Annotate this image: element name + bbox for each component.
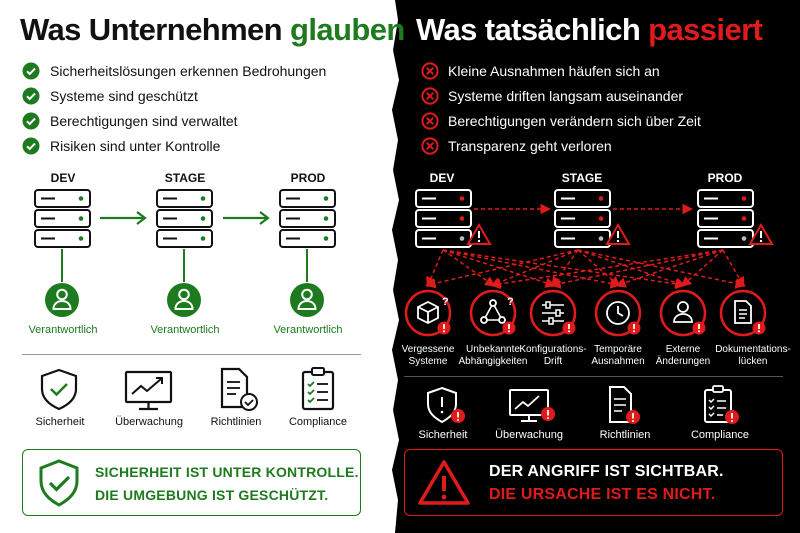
- shield-check-icon: [42, 370, 76, 409]
- left-bullet-1: Sicherheitslösungen erkennen Bedrohungen: [50, 63, 327, 79]
- risk-label-6-line-1: Dokumentations-: [715, 344, 791, 355]
- left-banner-line-2: DIE UMGEBUNG IST GESCHÜTZT.: [95, 487, 329, 503]
- document-icon: [721, 291, 766, 335]
- x-circle-icon: [421, 62, 439, 80]
- risk-label-6: [713, 344, 793, 368]
- right-bullet-1: Kleine Ausnahmen häufen sich an: [448, 63, 660, 79]
- right-bullet-4: Transparenz geht verloren: [448, 138, 612, 154]
- box-question-icon: [406, 291, 451, 335]
- server-prod-icon: [280, 190, 335, 247]
- left-category-compliance: Compliance: [288, 416, 348, 428]
- risk-label-6-line-2: lücken: [738, 356, 768, 367]
- owner-label-dev: Verantwortlich: [28, 324, 98, 336]
- network-question-icon: [471, 291, 516, 335]
- server-prod-icon: [698, 190, 772, 247]
- right-category-policies: Richtlinien: [599, 429, 651, 441]
- left-category-icons: [0, 364, 395, 414]
- risk-label-4-line-1: Temporäre: [594, 344, 642, 355]
- risk-label-1-line-2: Systeme: [408, 356, 448, 367]
- monitor-chart-icon: [510, 390, 555, 421]
- left-env-dev-label: DEV: [50, 171, 76, 185]
- right-env-stage-label: STAGE: [561, 171, 603, 185]
- left-banner: [22, 449, 361, 516]
- left-divider: [22, 354, 361, 355]
- right-banner: [404, 449, 783, 516]
- right-category-icons: [398, 383, 800, 427]
- server-stage-icon: [157, 190, 212, 247]
- risk-label-5-line-1: Externe: [665, 344, 701, 355]
- clock-icon: [596, 291, 641, 335]
- x-circle-icon: [421, 137, 439, 155]
- risk-icons: [406, 291, 766, 335]
- owner-label-prod: Verantwortlich: [273, 324, 343, 336]
- left-banner-line-1: SICHERHEIT IST UNTER KONTROLLE.: [95, 464, 359, 480]
- check-circle-icon: [22, 137, 40, 155]
- check-circle-icon: [22, 62, 40, 80]
- document-check-icon: [222, 369, 257, 410]
- check-circle-icon: [22, 87, 40, 105]
- risk-label-3-line-2: Drift: [543, 356, 563, 367]
- left-bullet-3: Berechtigungen sind verwaltet: [50, 113, 238, 129]
- x-circle-icon: [421, 87, 439, 105]
- risk-label-2-line-2: Abhängigkeiten: [458, 356, 528, 367]
- left-category-policies: Richtlinien: [210, 416, 262, 428]
- left-title-main: Was Unternehmen: [20, 12, 283, 47]
- clipboard-checklist-icon: [303, 368, 333, 409]
- owner-person-icons: [45, 283, 324, 317]
- right-bullet-2: Systeme driften langsam auseinander: [448, 88, 684, 104]
- risk-label-3-line-1: Konfigurations-: [519, 344, 587, 355]
- person-icon: [661, 291, 706, 335]
- risk-label-1-line-1: Vergessene: [401, 344, 455, 355]
- right-category-security: Sicherheit: [418, 429, 468, 441]
- right-env-prod-label: PROD: [707, 171, 743, 185]
- left-env-prod-label: PROD: [290, 171, 326, 185]
- right-env-dev-label: DEV: [429, 171, 455, 185]
- right-banner-line-1: DER ANGRIFF IST SICHTBAR.: [489, 463, 724, 480]
- shield-warning-icon: [428, 388, 465, 423]
- x-circle-icon: [421, 112, 439, 130]
- left-env-stage-label: STAGE: [164, 171, 206, 185]
- left-category-monitoring: Überwachung: [115, 416, 183, 428]
- left-title-accent: glauben: [290, 12, 405, 47]
- monitor-chart-icon: [126, 372, 171, 409]
- shield-check-icon: [37, 459, 81, 507]
- warning-triangle-icon: [417, 458, 471, 508]
- left-environment-diagram: [0, 185, 395, 320]
- risk-label-5-line-2: Änderungen: [655, 356, 711, 367]
- server-dev-icon: [416, 190, 490, 247]
- right-banner-line-2: DIE URSACHE IST ES NICHT.: [489, 486, 716, 503]
- left-title: [20, 13, 405, 47]
- owner-label-stage: Verantwortlich: [150, 324, 220, 336]
- server-stage-icon: [555, 190, 629, 247]
- left-bullet-2: Systeme sind geschützt: [50, 88, 198, 104]
- right-category-monitoring: Überwachung: [495, 429, 563, 441]
- right-title-main: Was tatsächlich: [416, 12, 641, 47]
- sliders-icon: [531, 291, 576, 335]
- server-dev-icon: [35, 190, 90, 247]
- left-category-security: Sicherheit: [35, 416, 85, 428]
- right-category-compliance: Compliance: [690, 429, 750, 441]
- risk-label-5: [643, 344, 723, 368]
- risk-label-4-line-2: Ausnahmen: [591, 356, 645, 367]
- svg-text:?: ?: [442, 296, 449, 308]
- svg-text:?: ?: [507, 296, 514, 308]
- right-title: [416, 13, 762, 47]
- clipboard-warning-icon: [705, 386, 739, 424]
- right-environment-diagram: [398, 185, 800, 345]
- document-warning-icon: [610, 387, 640, 424]
- right-title-accent: passiert: [648, 12, 763, 47]
- risk-label-2-line-1: Unbekannte: [466, 344, 520, 355]
- left-bullet-4: Risiken sind unter Kontrolle: [50, 138, 221, 154]
- right-bullet-3: Berechtigungen verändern sich über Zeit: [448, 113, 701, 129]
- check-circle-icon: [22, 112, 40, 130]
- right-divider: [404, 376, 783, 377]
